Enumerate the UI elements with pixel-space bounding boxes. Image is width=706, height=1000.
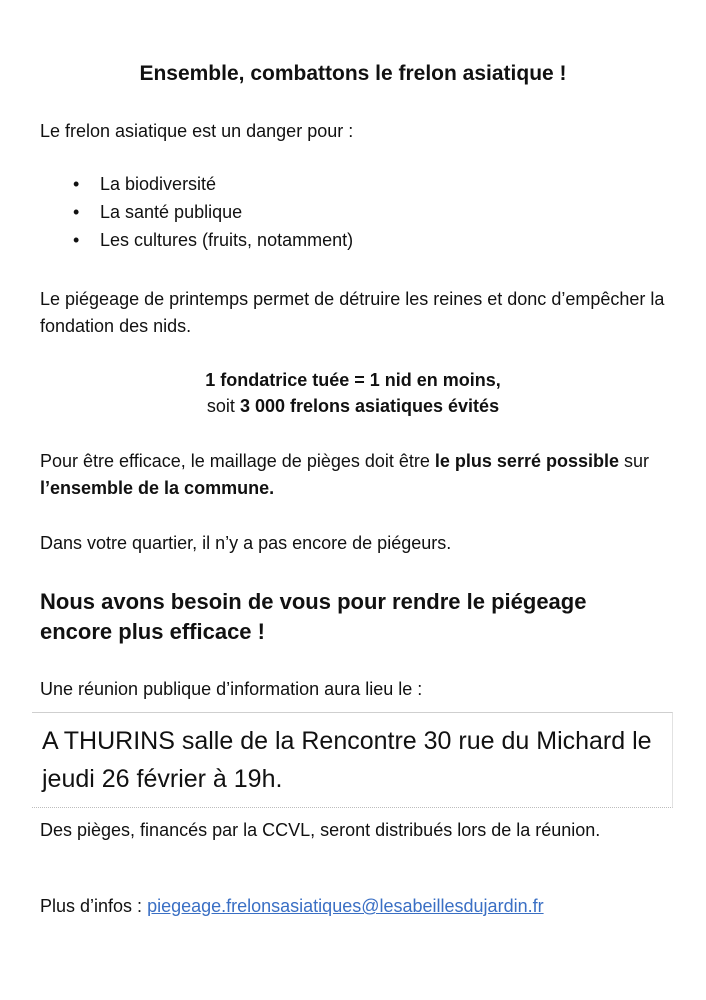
reunion-details: A THURINS salle de la Rencontre 30 rue du Michard le jeudi 26 février à 19h. [42,727,652,793]
highlight-line-1: 1 fondatrice tuée = 1 nid en moins, [205,370,501,390]
list-item-label: La biodiversité [100,174,217,194]
efficace-part-2: sur [618,451,649,471]
efficace-part-1: Pour être efficace, le maillage de pièges doit être [40,451,435,471]
call-to-action-heading: Nous avons besoin de vous pour rendre le piégeage encore plus efficace ! [40,589,587,644]
intro-text: Le frelon asiatique est un danger pour : [40,121,354,141]
bullet-icon: • [73,174,80,194]
efficace-bold-2: l’ensemble de la commune. [40,478,275,498]
reunion-intro: Une réunion publique d’information aura lieu le : [40,679,423,699]
bullet-icon: • [73,230,80,250]
list-item [40,198,353,226]
piegeage-paragraph: Le piégeage de printemps permet de détruire les reines et donc d’empêcher la fondation des nids. [40,289,665,336]
highlight-line-2 [0,393,706,419]
list-item [40,170,353,198]
list-item-label: La santé publique [100,202,243,222]
infos-line [40,893,544,920]
efficace-bold-1: le plus serré possible [434,451,619,471]
pieges-paragraph: Des pièges, financés par la CCVL, seront distribués lors de la réunion. [40,820,601,840]
bullet-icon: • [73,202,80,222]
highlight-bold: 3 000 frelons asiatiques évités [239,396,500,416]
infos-label: Plus d’infos : [40,896,148,916]
list-item-label: Les cultures (fruits, notamment) [100,230,354,250]
danger-list [40,170,353,254]
quartier-text: Dans votre quartier, il n’y a pas encore de piégeurs. [40,533,452,553]
efficace-paragraph [40,448,680,502]
list-item [40,226,353,254]
highlight-prefix: soit [206,396,240,416]
email-link[interactable]: piegeage.frelonsasiatiques@lesabeillesdujardin.fr [147,896,544,916]
page-title: Ensemble, combattons le frelon asiatique ! [139,62,567,85]
